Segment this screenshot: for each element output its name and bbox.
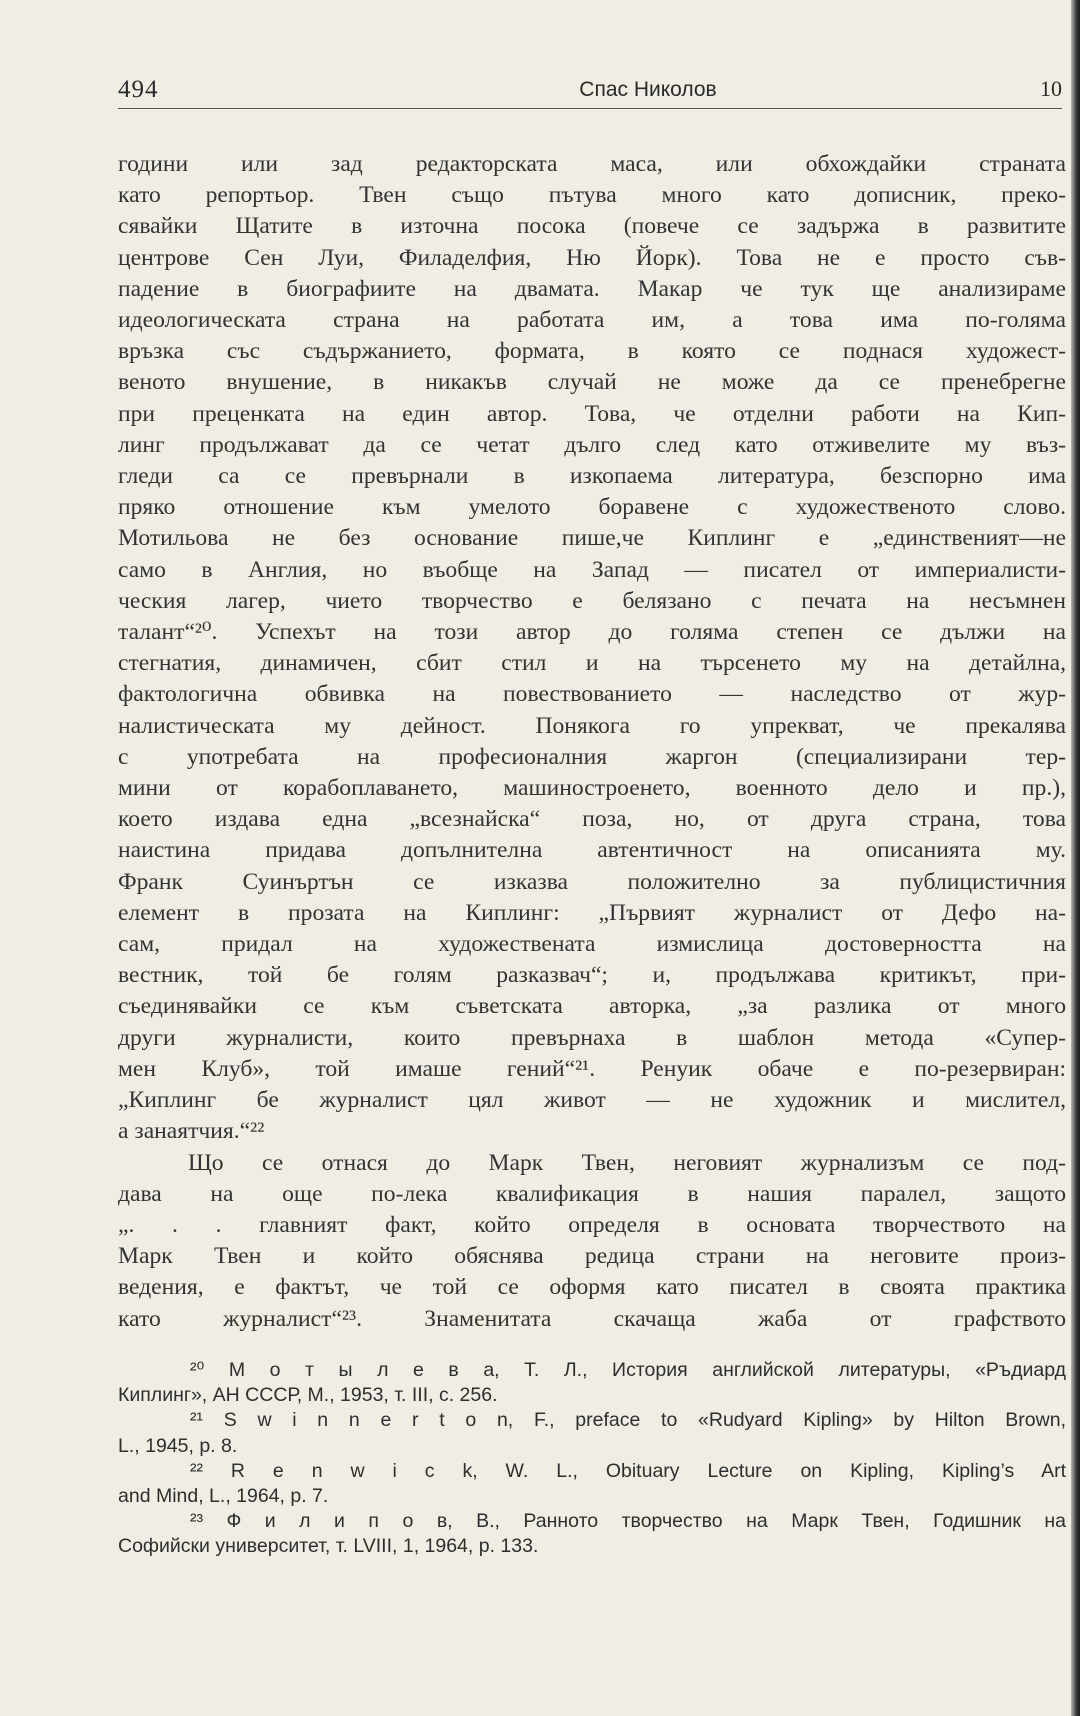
body-line: стегнатия, динамичен, сбит стил и на търсенето му на детайлна, [118, 650, 1066, 677]
body-line: като журналист“²³. Знаменитата скачаща жаба от графството [118, 1305, 1066, 1332]
right-edge-mark: 10 [1040, 76, 1062, 101]
body-line: Що се отнася до Марк Твен, неговият журнализъм се под- [188, 1149, 1066, 1176]
body-line: фактологична обвивка на повествованието — наследство от жур- [118, 681, 1066, 708]
body-line: ведения, е фактът, че той се оформя като писател в своята практика [118, 1274, 1066, 1301]
book-spine-shadow [1071, 0, 1080, 1716]
body-line: „. . . главният факт, който определя в основата творчеството на [118, 1211, 1066, 1238]
body-line: падение в биографиите на двамата. Макар че тук ще анализираме [118, 275, 1066, 302]
footnote-line: ²² R e n w i c k, W. L., Obituary Lecture on Kipling, Kipling’s Art [190, 1459, 1066, 1482]
body-line: дава на още по-лека квалификация в нашия паралел, защото [118, 1180, 1066, 1207]
body-line: наистина придава допълнителна автентичност на описанията му. [118, 837, 1066, 864]
body-line: Франк Суинъртън се изказва положително за публицистичния [118, 868, 1066, 895]
running-head-author: Спас Николов [579, 78, 717, 101]
body-line: веното внушение, в никакъв случай не може да се пренебрегне [118, 369, 1066, 396]
body-line: сявайки Щатите в източна посока (повече се задържа в развитите [118, 213, 1066, 240]
footnote-line: L., 1945, p. 8. [118, 1434, 238, 1457]
body-line: при преценката на един автор. Това, че отделни работи на Кип- [118, 400, 1066, 427]
body-line: талант“²⁰. Успехът на този автор до голяма степен се дължи на [118, 619, 1066, 646]
footnotes [118, 1358, 1066, 1560]
body-line: центрове Сен Луи, Филаделфия, Ню Йорк). Това не е просто съв- [118, 244, 1066, 271]
footnote-line: and Mind, L., 1964, p. 7. [118, 1485, 329, 1508]
body-line: сам, придал на художествената измислица достоверността на [118, 931, 1066, 958]
body-line: гледи са се превърнали в изкопаема литература, безспорно има [118, 463, 1066, 490]
body-text [118, 149, 1066, 1335]
footnote-line: ²³ Ф и л и п о в, В., Ранното творчество на Марк Твен, Годишник на [190, 1510, 1066, 1533]
body-line: линг продължават да се четат дълго след като отживелите му въз- [118, 431, 1066, 458]
footnote-line: ²¹ S w i n n e r t o n, F., preface to «Rudyard Kipling» by Hilton Brown, [190, 1409, 1066, 1432]
body-line: мен Клуб», той имаше гений“²¹. Ренуик обаче е по-резервиран: [118, 1055, 1066, 1082]
body-line: други журналисти, които превърнаха в шаблон метода «Супер- [118, 1024, 1066, 1051]
body-line: връзка със съдържанието, формата, в която се поднася художест- [118, 338, 1066, 365]
body-line: само в Англия, но въобще на Запад — писател от империалисти- [118, 556, 1066, 583]
body-line: идеологическата страна на работата им, а това има по-голяма [118, 307, 1066, 334]
footnote-line: Киплинг», АН СССР, М., 1953, т. III, с. 256. [118, 1384, 498, 1407]
body-line: мини от корабоплаването, машиностроенето, военното дело и пр.), [118, 775, 1066, 802]
body-line: съединявайки се към съветската авторка, „за разлика от много [118, 993, 1066, 1020]
body-line: пряко отношение към умелото боравене с художественото слово. [118, 494, 1066, 521]
footnote-line: ²⁰ М о т ы л е в а, Т. Л., История английской литературы, «Ръдиард [190, 1359, 1066, 1381]
body-line: като репортьор. Твен също пътува много като дописник, преко- [118, 182, 1066, 209]
body-line: налистическата му дейност. Понякога го упрекват, че прекалява [118, 712, 1066, 739]
page-number: 494 [118, 76, 159, 103]
page-header [118, 72, 1062, 112]
footnote-line: Софийски университет, т. LVIII, 1, 1964, р. 133. [118, 1535, 539, 1558]
body-line: Марк Твен и който обяснява редица страни на неговите произ- [118, 1243, 1066, 1270]
body-line: с употребата на професионалния жаргон (специализирани тер- [118, 743, 1066, 770]
body-line: Мотильова не без основание пише,че Киплинг е „единственият—не [118, 525, 1066, 552]
body-line: години или зад редакторската маса, или обхождайки страната [118, 151, 1066, 177]
header-rule [118, 108, 1062, 109]
body-line: а занаятчия.“²² [118, 1118, 265, 1145]
body-line: ческия лагер, чието творчество е белязано с печата на несъмнен [118, 587, 1066, 614]
body-line: вестник, той бе голям разказвач“; и, продължава критикът, при- [118, 962, 1066, 989]
body-line: което издава една „всезнайска“ поза, но, от друга страна, това [118, 806, 1066, 833]
body-line: елемент в прозата на Киплинг: „Първият журналист от Дефо на- [118, 899, 1066, 926]
body-line: „Киплинг бе журналист цял живот — не художник и мислител, [118, 1087, 1066, 1114]
